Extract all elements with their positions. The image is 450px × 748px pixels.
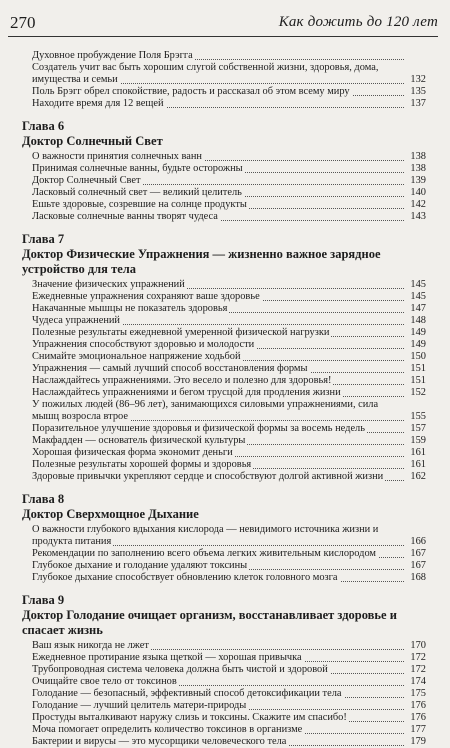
toc-entry (22, 640, 426, 652)
entry-title: Чудеса упражнений (32, 315, 120, 326)
entry-title: Создатель учит вас быть хорошим слугой собственной жизни, здоровья, дома, имущества и семьи (32, 62, 379, 85)
entry-page-number: 170 (410, 640, 426, 651)
toc-entry (22, 724, 426, 736)
chapter-label: Глава 6 (22, 119, 65, 133)
entry-title: Упражнения способствуют здоровью и молодости (32, 339, 255, 350)
entry-page-number: 138 (410, 163, 426, 174)
toc-entry (22, 676, 426, 688)
entry-page-number: 167 (410, 548, 426, 559)
entry-title: Здоровые привычки укрепляют сердце и способствуют долгой активной жизни (32, 471, 384, 482)
chapter-label: Глава 8 (22, 492, 65, 506)
toc-entry (22, 524, 426, 548)
entry-page-number: 145 (410, 291, 426, 302)
pre-entries (22, 50, 426, 110)
toc-entry (22, 86, 426, 98)
entry-title: Голодание — лучший целитель матери-природы (32, 700, 247, 711)
entry-title: Моча помогает определить количество токсинов в организме (32, 724, 303, 735)
table-of-contents (22, 50, 426, 747)
entry-page-number: 172 (410, 664, 426, 675)
entry-page-number: 174 (410, 676, 426, 687)
toc-entry (22, 375, 426, 387)
entry-title: Простуды выталкивают наружу слизь и токсины. Скажите им спасибо! (32, 712, 347, 723)
entry-title: Снимайте эмоциональное напряжение ходьбой (32, 351, 241, 362)
entry-title: Очищайте свое тело от токсинов (32, 676, 177, 687)
entry-page-number: 138 (410, 151, 426, 162)
page-number: 270 (10, 13, 36, 32)
toc-entry (22, 291, 426, 303)
entry-title: Полезные результаты хорошей формы и здоровья (32, 459, 252, 470)
entry-title: Ежедневное протирание языка щеткой — хорошая привычка (32, 652, 302, 663)
toc-entry (22, 339, 426, 351)
toc-entry (22, 387, 426, 399)
entry-title: Накачанные мышцы не показатель здоровья (32, 303, 228, 314)
entry-page-number: 167 (410, 560, 426, 571)
entry-title: Ласковый солнечный свет — великий целитель (32, 187, 242, 198)
toc-entry (22, 163, 426, 175)
entry-page-number: 151 (410, 363, 426, 374)
entry-page-number: 161 (410, 459, 426, 470)
entry-title: Наслаждайтесь упражнениями. Это весело и полезно для здоровья! (32, 375, 332, 386)
toc-entry (22, 435, 426, 447)
entry-page-number: 152 (410, 387, 426, 398)
toc-entry (22, 279, 426, 291)
entry-title: Поразительное улучшение здоровья и физической формы за восемь недель (32, 423, 365, 434)
chapter-list (22, 110, 426, 748)
toc-entry (22, 62, 426, 86)
entry-page-number: 143 (410, 211, 426, 222)
entry-page-number: 135 (410, 86, 426, 97)
toc-entry (22, 560, 426, 572)
entry-title: Доктор Солнечный Свет (32, 175, 141, 186)
toc-entry (22, 187, 426, 199)
toc-entry (22, 700, 426, 712)
entry-title: Бактерии и вирусы — это мусорщики человеческого тела (32, 736, 287, 747)
toc-entry (22, 303, 426, 315)
entry-title: Ваш язык никогда не лжет (32, 640, 149, 651)
entry-page-number: 132 (410, 74, 426, 85)
toc-entry (22, 199, 426, 211)
entry-page-number: 148 (410, 315, 426, 326)
chapter-label: Глава 7 (22, 232, 65, 246)
toc-entry (22, 315, 426, 327)
entry-page-number: 137 (410, 98, 426, 109)
chapter-label: Глава 9 (22, 593, 65, 607)
entry-page-number: 157 (410, 423, 426, 434)
entry-page-number: 177 (410, 724, 426, 735)
entry-title: О важности принятия солнечных ванн (32, 151, 202, 162)
entry-title: Ешьте здоровые, созревшие на солнце продукты (32, 199, 247, 210)
entry-page-number: 175 (410, 688, 426, 699)
entry-page-number: 176 (410, 712, 426, 723)
toc-entry (22, 712, 426, 724)
page-header (8, 10, 438, 37)
entry-title: Макфадден — основатель физической культуры (32, 435, 246, 446)
toc-entry (22, 572, 426, 584)
entry-title: Голодание — безопасный, эффективный способ детоксификации тела (32, 688, 342, 699)
toc-entry (22, 447, 426, 459)
entry-title: Поль Брэгг обрел спокойствие, радость и рассказал об этом всему миру (32, 86, 350, 97)
entry-title: Глубокое дыхание и голодание удаляют токсины (32, 560, 248, 571)
toc-entry (22, 548, 426, 560)
toc-entry (22, 175, 426, 187)
entry-page-number: 162 (410, 471, 426, 482)
entry-page-number: 140 (410, 187, 426, 198)
toc-entry (22, 664, 426, 676)
entry-page-number: 150 (410, 351, 426, 362)
chapter-title: Доктор Голодание очищает организм, восстанавливает здоровье и спасает жизнь (22, 608, 397, 637)
running-title: Как дожить до 120 лет (278, 14, 438, 30)
entry-page-number: 142 (410, 199, 426, 210)
entry-title: У пожилых людей (86–96 лет), занимающихся силовыми упражнениями, сила мышц возросла втрое (32, 399, 379, 422)
entry-page-number: 149 (410, 327, 426, 338)
entry-page-number: 176 (410, 700, 426, 711)
entry-page-number: 151 (410, 375, 426, 386)
toc-entry (22, 399, 426, 423)
entry-page-number: 145 (410, 279, 426, 290)
entry-page-number: 168 (410, 572, 426, 583)
toc-entry (22, 688, 426, 700)
entry-title: Значение физических упражнений (32, 279, 185, 290)
entry-page-number: 161 (410, 447, 426, 458)
toc-entry (22, 98, 426, 110)
toc-entry (22, 471, 426, 483)
entry-title: Принимая солнечные ванны, будьте осторожны (32, 163, 243, 174)
toc-entry (22, 50, 426, 62)
entry-page-number: 155 (410, 411, 426, 422)
entry-page-number: 166 (410, 536, 426, 547)
entry-title: Наслаждайтесь упражнениями и бегом трусцой для продления жизни (32, 387, 341, 398)
entry-title: Глубокое дыхание способствует обновлению клеток головного мозга (32, 572, 338, 583)
entry-page-number: 149 (410, 339, 426, 350)
entry-page-number: 172 (410, 652, 426, 663)
chapter-title: Доктор Сверхмощное Дыхание (22, 507, 199, 521)
toc-entry (22, 736, 426, 748)
toc-entry (22, 652, 426, 664)
toc-entry (22, 423, 426, 435)
chapter-title: Доктор Солнечный Свет (22, 134, 163, 148)
entry-title: Полезные результаты ежедневной умеренной физической нагрузки (32, 327, 330, 338)
entry-title: Находите время для 12 вещей (32, 98, 164, 109)
entry-title: Ежедневные упражнения сохраняют ваше здоровье (32, 291, 260, 302)
entry-page-number: 159 (410, 435, 426, 446)
toc-entry (22, 211, 426, 223)
entry-title: Рекомендации по заполнению всего объема легких живительным кислородом (32, 548, 377, 559)
entry-title: Упражнения — самый лучший способ восстановления формы (32, 363, 308, 374)
entry-page-number: 179 (410, 736, 426, 747)
toc-entry (22, 151, 426, 163)
entry-page-number: 139 (410, 175, 426, 186)
entry-title: О важности глубокого вдыхания кислорода — невидимого источника жизни и продукта питания (32, 524, 379, 547)
entry-title: Хорошая физическая форма экономит деньги (32, 447, 233, 458)
toc-entry (22, 327, 426, 339)
entry-page-number: 147 (410, 303, 426, 314)
toc-entry (22, 363, 426, 375)
entry-title: Духовное пробуждение Поля Брэгга (32, 50, 193, 61)
entry-title: Трубопроводная система человека должна быть чистой и здоровой (32, 664, 328, 675)
entry-title: Ласковые солнечные ванны творят чудеса (32, 211, 218, 222)
chapter-title: Доктор Физические Упражнения — жизненно важное зарядное устройство для тела (22, 247, 381, 276)
toc-entry (22, 459, 426, 471)
toc-entry (22, 351, 426, 363)
